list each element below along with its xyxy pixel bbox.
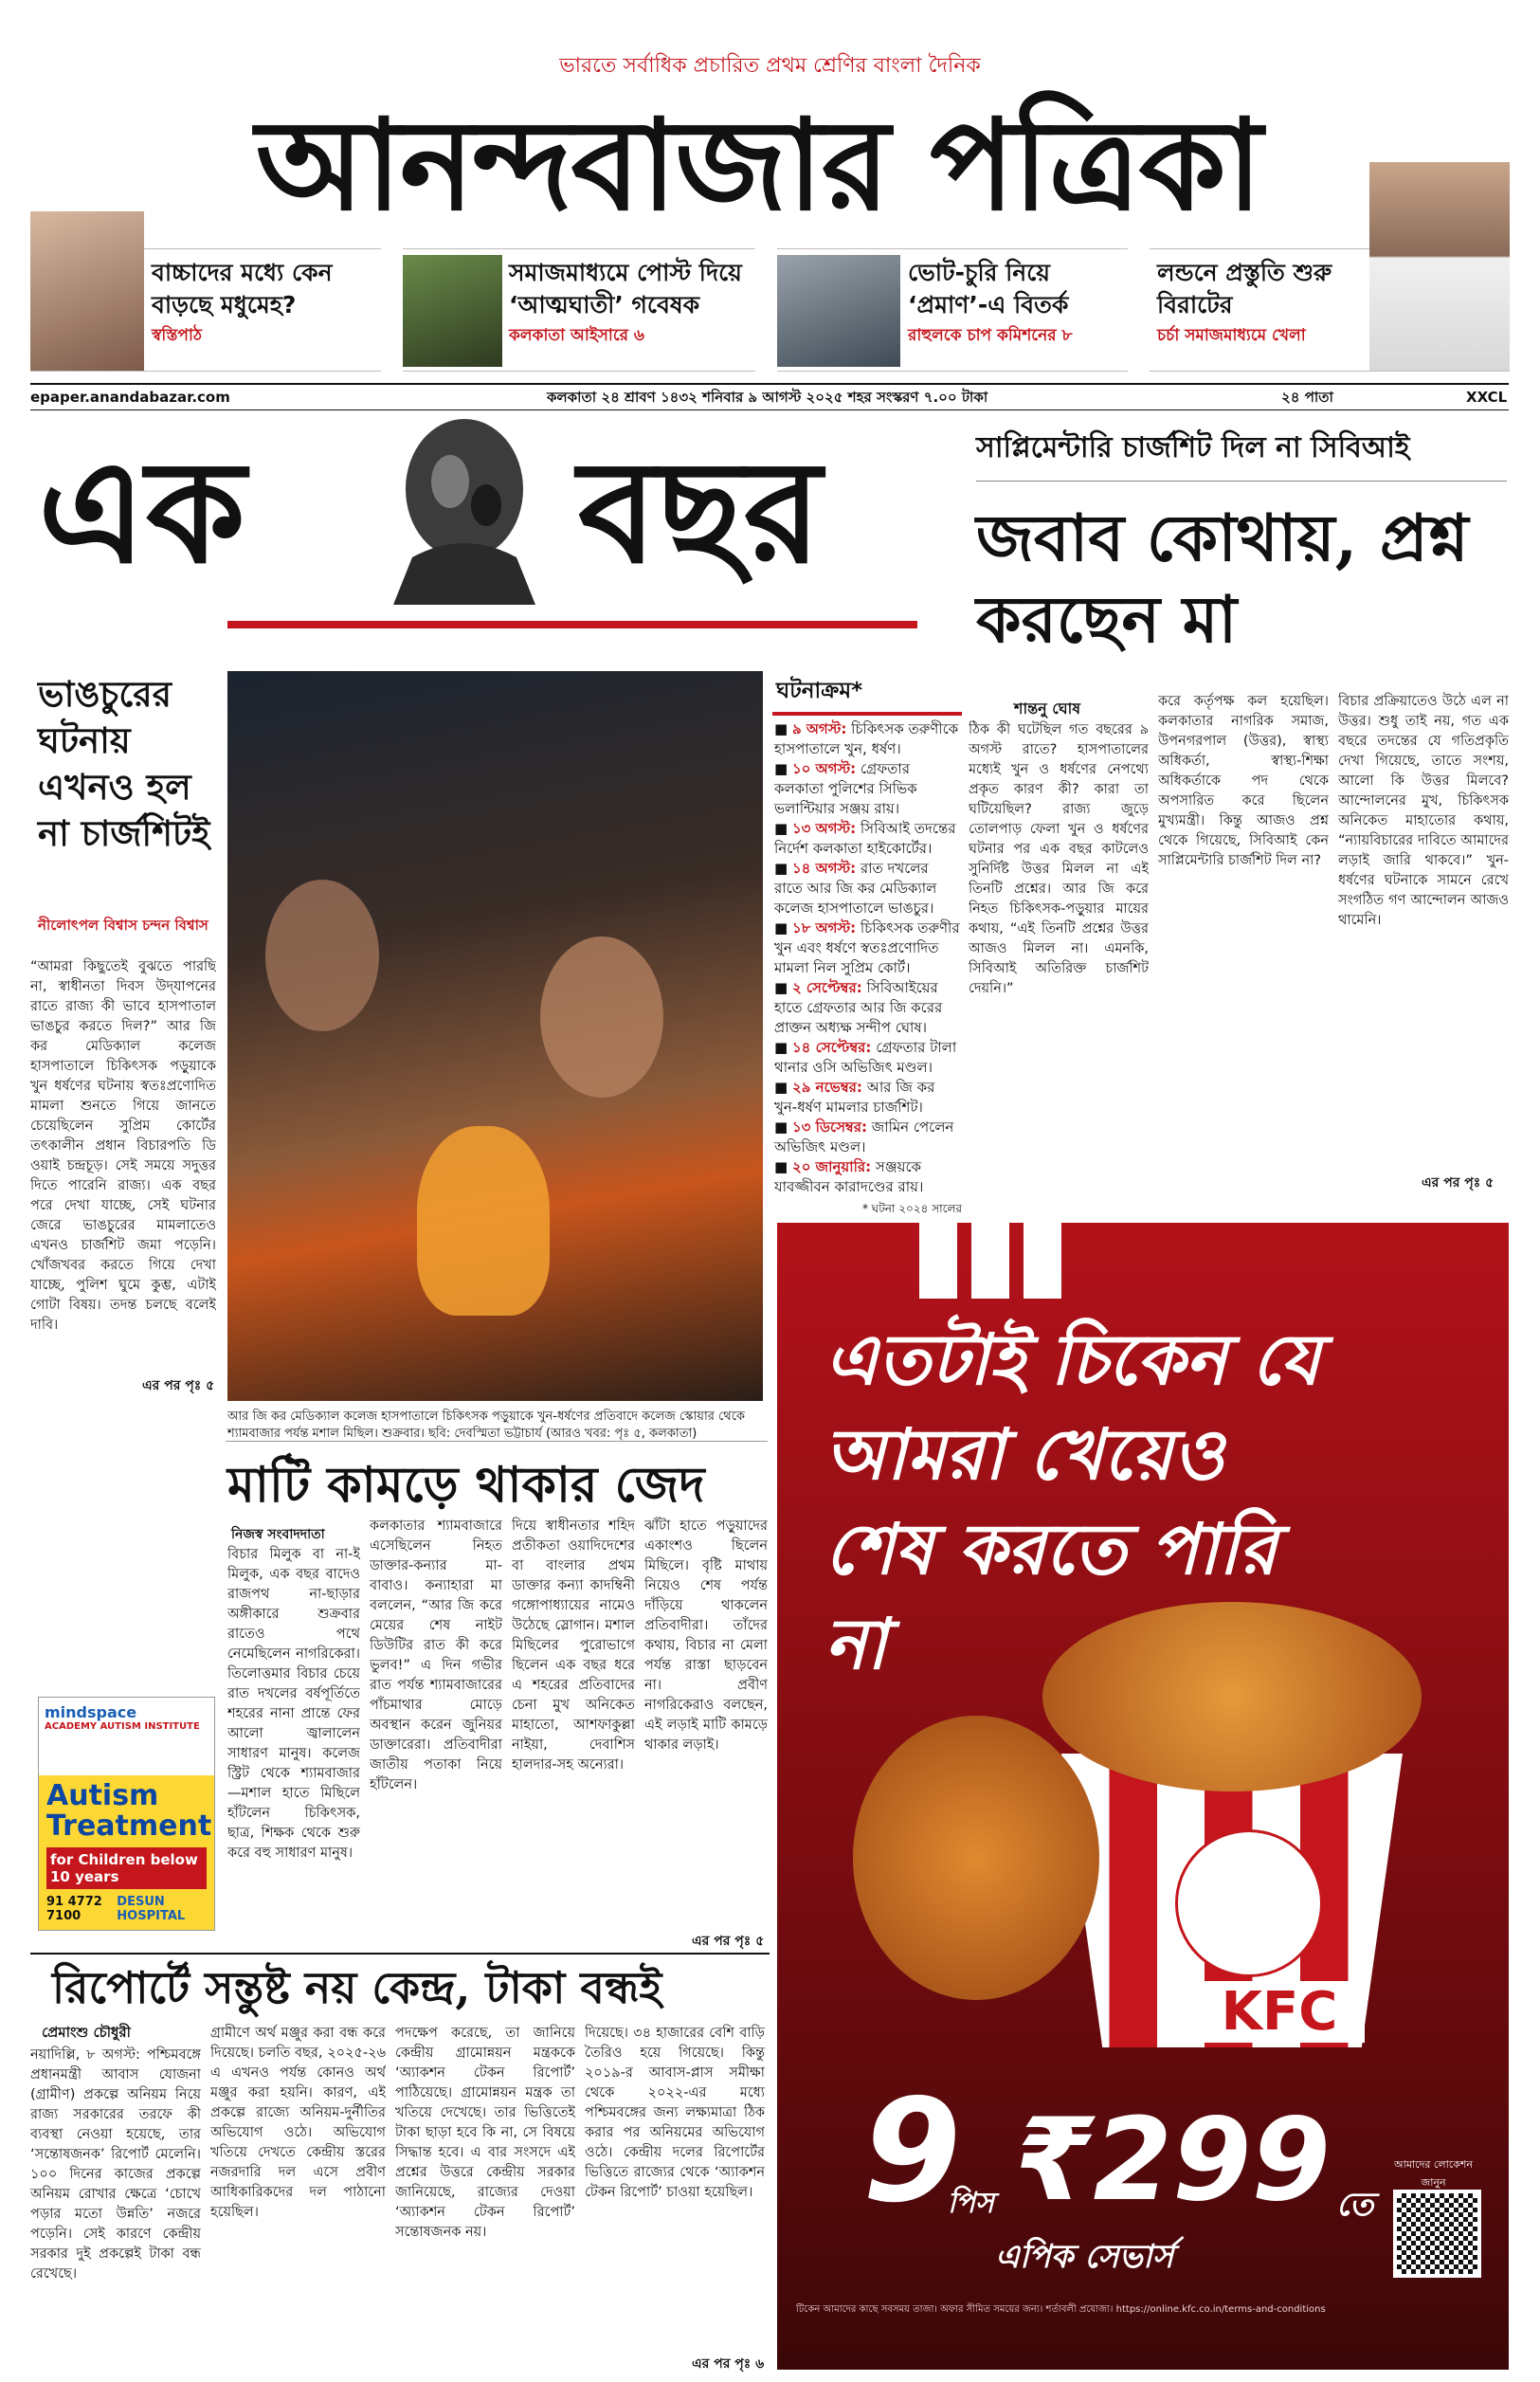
kfc-fineprint: টিকেন আমাদের কাছে সবসময় তাজা। অফার সীমিত সময়ের জন্য। শর্তাবলী প্রযোজ্য। https://online.kfc.co.in/terms-and-conditions: [796, 2304, 1326, 2315]
side-story-headline: ভাঙচুরের ঘটনায় এখনও হল না চার্জশিটই: [38, 673, 210, 854]
issue-date: কলকাতা ২৪ শ্রাবণ ১৪৩২ শনিবার ৯ আগস্ট ২০২৫ শহর সংস্করণ ৭.০০ টাকা: [547, 389, 988, 406]
website-link[interactable]: epaper.anandabazar.com: [30, 389, 230, 406]
autism-ad-phone[interactable]: 91 4772 7100: [46, 1895, 102, 1923]
timeline-item: ■ ২ সেপ্টেম্বর: সিবিআইয়ের হাতে গ্রেফতার আর জি করের প্রাক্তন অধ্যক্ষ সন্দীপ ঘোষ।: [774, 979, 943, 1036]
fried-chicken: [1042, 1602, 1422, 1791]
kfc-pieces-label: পিস: [948, 2187, 994, 2220]
timeline-text: সঞ্জয়কে যাবজ্জীবন কারাদণ্ডের রায়।: [774, 1158, 924, 1195]
timeline-box: [772, 671, 962, 1215]
kfc-offer: এপিক সেভার্স: [995, 2238, 1174, 2276]
timeline-date: ১৪ সেপ্টেম্বর:: [791, 1039, 872, 1056]
timeline-date: ১৪ অগস্ট:: [791, 860, 857, 877]
teaser-virat[interactable]: [1150, 248, 1510, 372]
photo-figure: [540, 936, 663, 1098]
lead-kicker: সাপ্লিমেন্টারি চার্জশিট দিল না সিবিআই: [976, 425, 1507, 482]
teaser-photo-researcher: [403, 255, 502, 367]
autism-ad-brand: mindspace: [45, 1703, 137, 1721]
timeline-date: ১৩ ডিসেম্বর:: [791, 1118, 868, 1136]
colonel-logo-icon: [1175, 1829, 1323, 1977]
teaser-sub: স্বস্তিপাঠ: [152, 326, 202, 345]
timeline-date: ৯ অগস্ট:: [791, 720, 847, 737]
third-story-col2: গ্রামীণে অর্থ মঞ্জুর করা বন্ধ করে দিয়েছে। চলতি বছর, ২০২৫-২৬ এ এখনও পর্যন্ত কোনও অর্থ মঞ্জুর করা হয়নি। কারণ, এই প্রকল্পে রাজ্যে অনিয়ম-দুর্নীতির অভিযোগ ওঠে। অভিযোগ খতিয়ে দেখতে কেন্দ্রীয় স্তরের নজরদারি দল এসে প্রবীণ আধিকারিকদের দল পাঠানো হয়েছিল।: [210, 2026, 386, 2220]
main-story-col3: করে কর্তৃপক্ষ কল হয়েছিল। কলকাতার নাগরিক সমাজ, উপনগরপাল (উত্তর), স্বাস্থ্য অধিকর্তা, স্বাস্থ্য-শিক্ষা অধিকর্তাকে পদ থেকে অপসারিত করে ছিলেন মুখ্যমন্ত্রী। কিন্তু আজও প্রশ্ন থেকে গিয়েছে, সিবিআই কেন সাপ্লিমেন্টারি চার্জশিট দিল না?: [1158, 694, 1329, 868]
second-story-byline: নিজস্ব সংবাদদাতা: [231, 1527, 325, 1542]
timeline-date: ২ সেপ্টেম্বর:: [791, 979, 862, 996]
timeline-item: ■ ৯ অগস্ট: চিকিৎসক তরুণীকে হাসপাতালে খুন, ধর্ষণ।: [774, 720, 959, 757]
third-story-headline: রিপোর্টে সন্তুষ্ট নয় কেন্দ্র, টাকা বন্ধই: [52, 1962, 662, 2013]
timeline-text: গ্রেফতার টালা থানার ওসি অভিজিৎ মণ্ডল।: [774, 1039, 957, 1076]
red-rule: [227, 621, 917, 628]
autism-ad-title: Autism Treatment: [46, 1779, 212, 1843]
timeline-item: ■ ১৮ অগস্ট: চিকিৎসক তরুণীর খুন এবং ধর্ষণে স্বতঃপ্রণোদিত মামলা নিল সুপ্রিম কোর্ট।: [774, 919, 960, 976]
autism-ad-hospital: DESUN HOSPITAL: [117, 1895, 186, 1923]
timeline-date: ১০ অগস্ট:: [791, 760, 857, 777]
teaser-diabetes[interactable]: [30, 248, 381, 372]
timeline-text: চিকিৎসক তরুণীর খুন এবং ধর্ষণে স্বতঃপ্রণোদিত মামলা নিল সুপ্রিম কোর্ট।: [774, 919, 960, 976]
teaser-title: সমাজমাধ্যমে পোস্ট দিয়ে ‘আত্মঘাতী’ গবেষক: [509, 259, 742, 318]
teaser-sub: চর্চা সমাজমাধ্যমে খেলা: [1157, 326, 1306, 345]
third-story-col1: নয়াদিল্লি, ৮ অগস্ট: পশ্চিমবঙ্গে প্রধানমন্ত্রী আবাস যোজনা (গ্রামীণ) প্রকল্পে অনিয়ম নিয়ে রাজ্য সরকারের তরফে কী ব্যবস্থা নেওয়া হয়েছে, তার ‘সন্তোষজনক’ রিপোর্ট মেলেনি। ১০০ দিনের কাজের প্রকল্পে অনিয়ম রোখার ক্ষেত্রে ‘চোখে পড়ার মতো উন্নতি’ নজরে পড়েনি। সেই কারণে কেন্দ্রীয় সরকার দুই প্রকল্পেই টাকা বন্ধ রেখেছে।: [30, 2047, 201, 2282]
timeline-text: রাত দখলের রাতে আর জি কর মেডিক্যাল কলেজ হাসপাতালে ভাঙচুর।: [774, 860, 937, 917]
masthead-title: আনন্দবাজার পত্রিকা: [255, 92, 1261, 239]
side-story-body: “আমরা কিছুতেই বুঝতে পারছি না, স্বাধীনতা দিবস উদ্‌যাপনের রাতে রাজ্য কী ভাবে হাসপাতাল ভাঙচুর করতে দিল?” আর জি কর মেডিক্যাল কলেজ হাসপাতালে চিকিৎসক পড়ুয়াকে খুন ধর্ষণের ঘটনায় স্বতঃপ্রণোদিত মামলা শুনতে গিয়ে জানতে চেয়েছিলেন সুপ্রিম কোর্টের তৎকালীন প্রধান বিচারপতি ডি ওয়াই চন্দ্রচূড়। সেই সময়ে সদুত্তর দিতে পারেনি রাজ্য। এক বছর পরে দেখা যাচ্ছে, সেই ঘটনার জেরে ভাঙচুরের মামলাতেও এখনও চার্জশিট জমা পড়েনি। খোঁজখবর করতে গিয়ে দেখা যাচ্ছে, পুলিশ ঘুমে কুম্ভ, এটাই গোটা বিষয়। তদন্ত চলছে বলেই দাবি।: [30, 959, 216, 1333]
third-story-continue[interactable]: এর পর পৃঃ ৬: [692, 2356, 765, 2372]
teaser-title: লন্ডনে প্রস্তুতি শুরু বিরাটের: [1157, 259, 1332, 318]
side-story-continue[interactable]: এর পর পৃঃ ৫: [142, 1378, 215, 1393]
side-story-byline: নীলোৎপল বিশ্বাস চন্দন বিশ্বাস: [38, 917, 208, 934]
edition-code: XXCL: [1466, 389, 1508, 406]
photo-figure: [265, 880, 379, 1031]
second-story-col2: কলকাতার শ্যামবাজারে এসেছিলেন নিহত ডাক্তার-কন্যার মা-বাবাও। কন্যাহারা মা বললেন, “আর জি করে মেয়ের শেষ নাইট ডিউটির রাত কী করে ভুলব!” এ দিন গভীর রাত পর্যন্ত শ্যামবাজারের পাঁচমাথার মোড়ে অবস্থান করেন জুনিয়র ডাক্তারেরা। প্রতিবাদীরা জাতীয় পতাকা নিয়ে হাঁটলেন।: [370, 1518, 502, 1792]
timeline-item: ■ ১৪ সেপ্টেম্বর: গ্রেফতার টালা থানার ওসি অভিজিৎ মণ্ডল।: [774, 1039, 957, 1076]
third-story-col3: পদক্ষেপ করেছে, তা জানিয়ে কেন্দ্রীয় গ্রামোন্নয়ন মন্ত্রককে ‘অ্যাকশন টেকন রিপোর্ট’ পাঠিয়েছে। গ্রামোন্নয়ন মন্ত্রক তা খতিয়ে দেখেছে। তার ভিত্তিতেই টাকা ছাড়া হবে কি না, সে বিষয়ে সিদ্ধান্ত হবে। এ বার সংসদে এই প্রশ্নের উত্তরে কেন্দ্রীয় সরকার জানিয়েছে, রাজ্যের দেওয়া ‘অ্যাকশন টেকন রিপোর্ট’ সন্তোষজনক নয়।: [395, 2026, 575, 2240]
timeline-date: ১৩ অগস্ট:: [791, 820, 857, 837]
third-story-col4: দিয়েছে। ৩৪ হাজারের বেশি বাড়ি তৈরিও হয়ে গিয়েছে। কিন্তু ২০১৯-র আবাস-প্লাস সমীক্ষা থেকে ২০২২-এর মধ্যে পশ্চিমবঙ্গের জন্য লক্ষ্যমাত্রা ঠিক করার পর অনিয়মের অভিযোগ ওঠে। কেন্দ্রীয় দলের রিপোর্টের ভিত্তিতে রাজ্যের থেকে ‘অ্যাকশন টেকন রিপোর্ট’ চাওয়া হয়েছিল।: [585, 2026, 765, 2200]
kfc-stripe: [971, 1223, 1009, 1299]
second-story-col4: ঝাঁটা হাতে পড়ুয়াদের একাংশও ছিলেন মিছিলে। বৃষ্টি মাথায় নিয়েও শেষ পর্যন্ত দাঁড়িয়ে থাকলেন প্রতিবাদীরা। তাঁদের কথায়, বিচার না মেলা পর্যন্ত রাস্তা ছাড়বেন না। প্রবীণ নাগরিকেরাও বলছেন, এই লড়াই মাটি কামড়ে থাকার লড়াই।: [644, 1518, 768, 1753]
teaser-photo-child: [30, 211, 144, 371]
timeline-item: ■ ১৪ অগস্ট: রাত দখলের রাতে আর জি কর মেডিক্যাল কলেজ হাসপাতালে ভাঙচুর।: [774, 860, 937, 917]
timeline-date: ১৮ অগস্ট:: [791, 919, 857, 936]
kfc-pieces: 9: [862, 2069, 962, 2234]
kfc-headline: এতটাই চিকেন যে আমরা খেয়েও শেষ করতে পারি না: [824, 1319, 1321, 1685]
main-story-continue[interactable]: এর পর পৃঃ ৫: [1422, 1175, 1495, 1191]
timeline-text: আর জি কর খুন-ধর্ষণ মামলার চার্জশিট।: [774, 1079, 935, 1116]
timeline-item: ■ ১৩ অগস্ট: সিবিআই তদন্তের নির্দেশ কলকাতা হাইকোর্টের।: [774, 820, 956, 857]
timeline-text: চিকিৎসক তরুণীকে হাসপাতালে খুন, ধর্ষণ।: [774, 720, 959, 757]
third-story-byline: প্রেমাংশু চৌধুরী: [42, 2024, 131, 2041]
timeline-title: ঘটনাক্রম*: [772, 671, 962, 716]
main-story-byline: শান্তনু ঘোষ: [1014, 700, 1081, 718]
torch-flame: [417, 1126, 550, 1316]
kfc-price: ₹299: [1014, 2095, 1331, 2227]
second-story-continue[interactable]: এর পর পৃঃ ৫: [692, 1934, 765, 1949]
teaser-photo-virat: [1369, 162, 1510, 371]
masthead-tagline: ভারতে সর্বাধিক প্রচারিত প্রথম শ্রেণির বাংলা দৈনিক: [559, 54, 981, 78]
sculpture-image: [374, 415, 554, 605]
photo-caption: আর জি কর মেডিক্যাল কলেজ হাসপাতালে চিকিৎসক পড়ুয়াকে খুন-ধর্ষণের প্রতিবাদে কলেজ স্কোয়ার থেকে শ্যামবাজার পর্যন্ত মশাল মিছিল। শুক্রবার। ছবি: দেবস্মিতা ভট্টাচার্য (আরও খবর: পৃঃ ৫, কলকাতা): [227, 1409, 746, 1441]
second-story-col3: দিয়ে স্বাধীনতার শহিদ প্রতীকতা ওয়াদিদেশের বা বাংলার প্রথম ডাক্তার কন্যা কাদম্বিনী গঙ্গোপাধ্যায়ের নামেও উঠেছে স্লোগান। মশাল মিছিলের পুরোভাগে ছিলেন এক বছর ধরে এ শহরের প্রতিবাদের চেনা মুখ অনিকেত মাহাতো, আশফাকুল্লা নাইয়া, দেবাশিস হালদার-সহ অন্যেরা।: [512, 1518, 635, 1773]
kfc-qr-label: আমাদের লোকেশন জানুন: [1394, 2158, 1473, 2189]
teaser-title: বাচ্চাদের মধ্যে কেন বাড়ছে মধুমেহ?: [152, 259, 333, 318]
kfc-logo: KFC: [1194, 1981, 1365, 2043]
protest-photo: [227, 671, 763, 1401]
timeline-item: ■ ১৩ ডিসেম্বর: জামিন পেলেন অভিজিৎ মণ্ডল।: [774, 1118, 954, 1155]
kfc-price-suffix: তে: [1336, 2186, 1374, 2224]
teaser-vote[interactable]: [777, 248, 1128, 372]
teaser-photo-rahul: [777, 255, 900, 367]
timeline-text: সিবিআই তদন্তের নির্দেশ কলকাতা হাইকোর্টের।: [774, 820, 956, 857]
timeline-item: ■ ১০ অগস্ট: গ্রেফতার কলকাতা পুলিশের সিভিক ভলান্টিয়ার সঞ্জয় রায়।: [774, 760, 917, 817]
second-story-headline: মাটি কামড়ে থাকার জেদ: [227, 1456, 705, 1514]
kfc-stripe: [1024, 1223, 1061, 1299]
lead-headline-right: বছর: [578, 428, 822, 595]
lead-headline-left: এক: [38, 428, 246, 595]
qr-code-icon[interactable]: [1393, 2190, 1481, 2278]
teaser-researcher[interactable]: [403, 248, 755, 372]
main-story-col1: ঠিক কী ঘটেছিল গত বছরের ৯ অগস্ট রাতে? হাসপাতালের মধ্যেই খুন ও ধর্ষণের নেপথ্যে প্রকৃত কারণ কী? কারা তা ঘটিয়েছিল? রাজ্য জুড়ে তোলপাড় ফেলা খুন ও ধর্ষণের ঘটনার পর এক বছর কাটলেও সুনির্দিষ্ট উত্তর মিলল না এই তিনটি প্রশ্নের। আর জি করে নিহত চিকিৎসক-পড়ুয়ার মায়ের কথায়, “এই তিনটি প্রশ্নের উত্তর আজও মিলল না। এমনকি, সিবিআই অতিরিক্ত চার্জশিট দেয়নি।”: [969, 722, 1149, 996]
kfc-ad[interactable]: [777, 1223, 1509, 2370]
timeline-date: ২০ জানুয়ারি:: [791, 1158, 872, 1175]
autism-ad-tagline: for Children below 10 years: [46, 1847, 207, 1889]
timeline-item: ■ ২৯ নভেম্বর: আর জি কর খুন-ধর্ষণ মামলার চার্জশিট।: [774, 1079, 935, 1116]
kfc-stripe: [919, 1223, 957, 1299]
dateline-bar: [30, 383, 1509, 410]
timeline-date: ২৯ নভেম্বর:: [791, 1079, 862, 1096]
timeline-note: * ঘটনা ২০২৪ সালের: [861, 1202, 962, 1215]
divider: [226, 1441, 768, 1442]
teaser-sub: রাহুলকে চাপ কমিশনের ৮: [908, 326, 1073, 345]
autism-ad[interactable]: [38, 1697, 215, 1931]
autism-ad-sub: ACADEMY AUTISM INSTITUTE: [45, 1721, 200, 1732]
timeline-text: গ্রেফতার কলকাতা পুলিশের সিভিক ভলান্টিয়ার সঞ্জয় রায়।: [774, 760, 917, 817]
timeline-text: সিবিআইয়ের হাতে গ্রেফতার আর জি করের প্রাক্তন অধ্যক্ষ সন্দীপ ঘোষ।: [774, 979, 943, 1036]
chicken-leg: [853, 1716, 1099, 2000]
teaser-sub: কলকাতা আইসারে ৬: [509, 326, 644, 345]
main-story-col4: বিচার প্রক্রিয়াতেও উঠে এল না উত্তর। শুধু তাই নয়, গত এক বছরে তদন্তের যে গতিপ্রকৃতি দেখা গিয়েছে, তাতে সংশয়, আলো কি উত্তর মিলবে? আন্দোলনের মুখ, চিকিৎসক অনিকেত মাহাতোর কথায়, “ন্যায়বিচারের দাবিতে আমাদের লড়াই জারি থাকবে।” খুন-ধর্ষণের ঘটনাকে সামনে রেখে সংগঠিত গণ আন্দোলন আজও থামেনি।: [1338, 694, 1509, 928]
lead-main-headline: জবাব কোথায়, প্রশ্ন করছেন মা: [976, 500, 1469, 658]
page-count: ২৪ পাতা: [1281, 389, 1333, 406]
timeline-text: জামিন পেলেন অভিজিৎ মণ্ডল।: [774, 1118, 954, 1155]
timeline-item: ■ ২০ জানুয়ারি: সঞ্জয়কে যাবজ্জীবন কারাদণ্ডের রায়।: [774, 1158, 924, 1195]
second-story-col1: বিচার মিলুক বা না-ই মিলুক, এক বছর বাদেও রাজপথ না-ছাড়ার অঙ্গীকারে শুক্রবার রাতেও পথে নেমেছিলেন নাগরিকেরা। তিলোত্তমার বিচার চেয়ে রাত দখলের বর্ষপূর্তিতে শহরের নানা প্রান্তে ফের আলো জ্বালালেন সাধারণ মানুষ। কলেজ স্ট্রিট থেকে শ্যামবাজার—মশাল হাতে মিছিলে হাঁটলেন চিকিৎসক, ছাত্র, শিক্ষক থেকে শুরু করে বহু সাধারণ মানুষ।: [227, 1547, 360, 1861]
teaser-title: ভোট-চুরি নিয়ে ‘প্রমাণ’-এ বিতর্ক: [908, 259, 1069, 318]
divider: [30, 1953, 770, 1955]
